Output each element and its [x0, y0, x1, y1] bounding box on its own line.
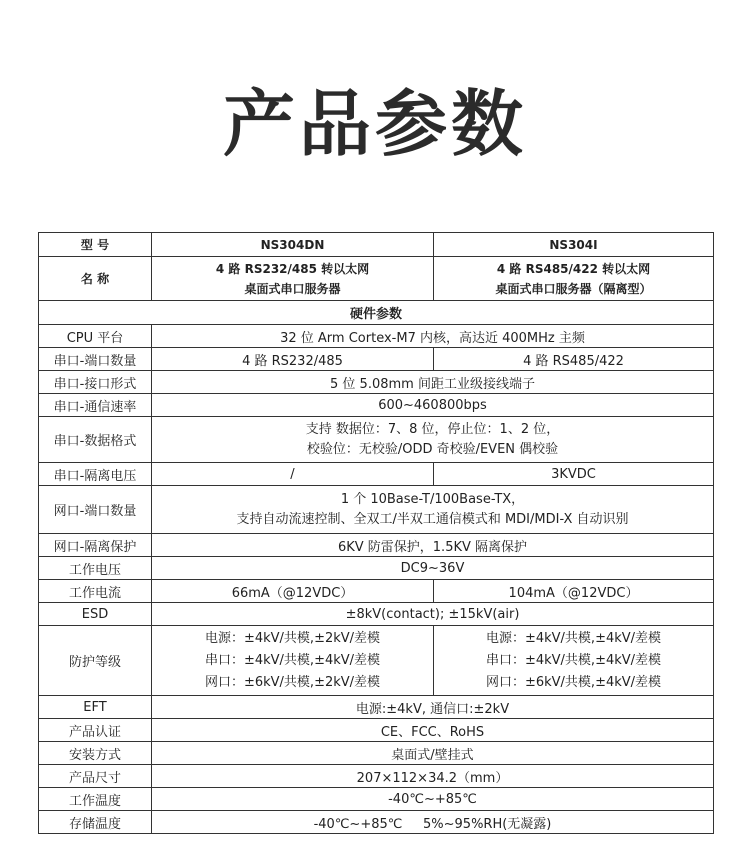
name-a [152, 257, 434, 301]
model-label: 型 号 [39, 233, 152, 257]
table-row-protection [39, 626, 714, 696]
table-row-esd [39, 603, 714, 626]
protection-a-line-2: 串口：±4kV/共模,±4kV/差模 [204, 652, 381, 668]
eft-label: EFT [39, 696, 152, 719]
table-row-size [39, 765, 714, 788]
voltage-label: 工作电压 [39, 557, 152, 580]
esd-label: ESD [39, 603, 152, 626]
cert-label: 产品认证 [39, 719, 152, 742]
protection-a-line-3: 网口：±6kV/共模,±2kV/差模 [204, 674, 381, 690]
table-row-storage [39, 811, 714, 834]
current-b: 104mA（@12VDC） [434, 580, 714, 603]
ports-label: 串口-端口数量 [39, 348, 152, 371]
table-row-model [39, 233, 714, 257]
storage-label: 存储温度 [39, 811, 152, 834]
protection-label: 防护等级 [39, 626, 152, 696]
isolation-b: 3KVDC [434, 463, 714, 486]
op-temp-value: -40℃~+85℃ [152, 788, 714, 811]
cpu-value: 32 位 Arm Cortex-M7 内核，高达近 400MHz 主频 [152, 325, 714, 348]
table-row-op-temp [39, 788, 714, 811]
ports-b: 4 路 RS485/422 [434, 348, 714, 371]
table-row-current [39, 580, 714, 603]
table-row-ports [39, 348, 714, 371]
name-a-line-2: 桌面式串口服务器 [244, 281, 341, 296]
table-row-isolation [39, 463, 714, 486]
protection-b-line-3: 网口：±6kV/共模,±4kV/差模 [485, 674, 662, 690]
table-row-cpu [39, 325, 714, 348]
size-value: 207×112×34.2（mm） [152, 765, 714, 788]
protection-b-line-1: 电源：±4kV/共模,±4kV/差模 [485, 630, 662, 646]
cpu-label: CPU 平台 [39, 325, 152, 348]
size-label: 产品尺寸 [39, 765, 152, 788]
baud-label: 串口-通信速率 [39, 394, 152, 417]
current-a: 66mA（@12VDC） [152, 580, 434, 603]
cert-value: CE、FCC、RoHS [152, 719, 714, 742]
format-label: 串口-数据格式 [39, 417, 152, 463]
table-row-mount [39, 742, 714, 765]
page-title: 产品参数 [222, 82, 527, 166]
eth-ports-line-1: 1 个 10Base-T/100Base-TX， [340, 491, 525, 507]
table-row-eth-ports [39, 486, 714, 534]
isolation-label: 串口-隔离电压 [39, 463, 152, 486]
isolation-a: / [152, 463, 434, 486]
ports-a: 4 路 RS232/485 [152, 348, 434, 371]
format-line-1: 支持 数据位：7、8 位，停止位：1、2 位， [305, 421, 560, 437]
name-a-line-1: 4 路 RS232/485 转以太网 [215, 261, 370, 276]
model-b: NS304I [434, 233, 714, 257]
esd-value: ±8kV(contact); ±15kV(air) [152, 603, 714, 626]
name-label: 名 称 [39, 257, 152, 301]
storage-value: -40℃~+85℃ 5%~95%RH(无凝露) [152, 811, 714, 834]
protection-a [152, 626, 434, 696]
model-a: NS304DN [152, 233, 434, 257]
table-row-eth-protect [39, 534, 714, 557]
voltage-value: DC9~36V [152, 557, 714, 580]
table-row-cert [39, 719, 714, 742]
interface-value: 5 位 5.08mm 间距工业级接线端子 [152, 371, 714, 394]
name-b [434, 257, 714, 301]
table-row-eft [39, 696, 714, 719]
format-value [152, 417, 714, 463]
table-row-name [39, 257, 714, 301]
table-row-baud [39, 394, 714, 417]
mount-value: 桌面式/壁挂式 [152, 742, 714, 765]
eth-ports-value [152, 486, 714, 534]
eth-protect-value: 6KV 防雷保护，1.5KV 隔离保护 [152, 534, 714, 557]
spec-table [38, 232, 714, 834]
table-row-voltage [39, 557, 714, 580]
table-row-interface [39, 371, 714, 394]
protection-b [434, 626, 714, 696]
protection-b-line-2: 串口：±4kV/共模,±4kV/差模 [485, 652, 662, 668]
table-row-section [39, 301, 714, 325]
current-label: 工作电流 [39, 580, 152, 603]
eth-protect-label: 网口-隔离保护 [39, 534, 152, 557]
baud-value: 600~460800bps [152, 394, 714, 417]
protection-a-line-1: 电源：±4kV/共模,±2kV/差模 [204, 630, 381, 646]
name-b-line-2: 桌面式串口服务器（隔离型） [495, 281, 652, 296]
interface-label: 串口-接口形式 [39, 371, 152, 394]
name-b-line-1: 4 路 RS485/422 转以太网 [496, 261, 651, 276]
op-temp-label: 工作温度 [39, 788, 152, 811]
mount-label: 安装方式 [39, 742, 152, 765]
table-row-format [39, 417, 714, 463]
eth-ports-line-2: 支持自动流速控制、全双工/半双工通信模式和 MDI/MDI-X 自动识别 [236, 511, 629, 527]
format-line-2: 校验位：无校验/ODD 奇校验/EVEN 偶校验 [306, 441, 559, 457]
section-title: 硬件参数 [39, 301, 714, 325]
eth-ports-label: 网口-端口数量 [39, 486, 152, 534]
eft-value: 电源:±4kV, 通信口:±2kV [152, 696, 714, 719]
